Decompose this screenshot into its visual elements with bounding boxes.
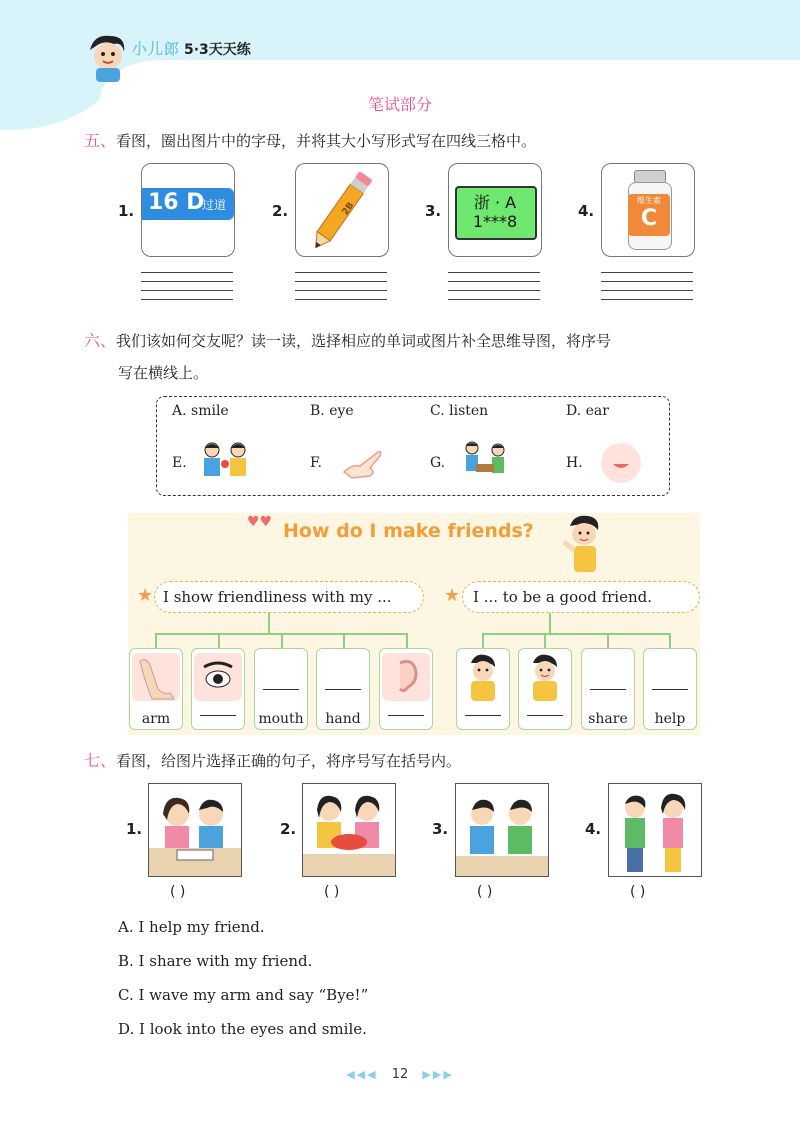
answer-blank[interactable] [325, 689, 361, 690]
q6-instruction-cont: 写在横线上。 [118, 364, 209, 382]
q5-item-number: 4. [578, 202, 595, 220]
card-label: hand [325, 711, 361, 727]
answer-parentheses[interactable]: ( ) [630, 884, 646, 900]
option-c: C. I wave my arm and say “Bye!” [118, 986, 369, 1004]
choice-a: A. smile [172, 403, 229, 419]
brand-logo: 小儿郎 [132, 40, 181, 58]
q6-number: 六、 [84, 331, 117, 350]
q5-heading [84, 128, 536, 151]
card-share [581, 648, 635, 730]
card-ear [379, 648, 433, 730]
plate-line-2: 1***8 [472, 212, 518, 231]
q7-number: 七、 [84, 751, 117, 770]
eye-icon [192, 649, 244, 705]
plate-line-1: 浙 · A [473, 193, 517, 212]
arrows-left-icon: ◀◀◀ [346, 1068, 378, 1081]
q6-instruction: 我们该如何交友呢？读一读，选择相应的单词或图片补全思维导图，将序号 [116, 332, 612, 350]
connector [343, 633, 345, 649]
kids-reading-icon [149, 784, 241, 876]
q7-item-number: 2. [280, 820, 297, 838]
connector [268, 611, 270, 633]
answer-blank[interactable] [263, 689, 299, 690]
hand-icon [340, 442, 384, 482]
two-kids-sharing-icon [196, 440, 256, 486]
card-mouth [254, 648, 308, 730]
right-branch-label: I ... to be a good friend. [462, 581, 700, 613]
arrows-right-icon: ▶▶▶ [422, 1068, 454, 1081]
four-line-grid[interactable] [601, 272, 693, 308]
q6-heading [84, 328, 611, 351]
q7-heading [84, 748, 461, 771]
q5-item-number: 2. [272, 202, 289, 220]
q5-picture-plate [448, 163, 542, 257]
card-arm [129, 648, 183, 730]
q5-picture-sign [141, 163, 235, 257]
answer-blank[interactable] [388, 715, 424, 716]
card-label: help [654, 711, 686, 727]
boy-smiling-icon [519, 649, 571, 705]
option-d: D. I look into the eyes and smile. [118, 1020, 367, 1038]
card-label: share [588, 711, 628, 727]
q5-picture-vitamin-bottle [601, 163, 695, 257]
q5-instruction: 看图，圈出图片中的字母，并将其大小写形式写在四线三格中。 [116, 132, 537, 150]
connector [607, 633, 609, 649]
q7-instruction: 看图，给图片选择正确的句子，将序号写在括号内。 [116, 752, 462, 770]
connector [482, 633, 670, 635]
answer-blank[interactable] [590, 689, 626, 690]
four-line-grid[interactable] [448, 272, 540, 308]
girls-sharing-icon [303, 784, 395, 876]
four-line-grid[interactable] [141, 272, 233, 308]
answer-parentheses[interactable]: ( ) [170, 884, 186, 900]
q5-item-number: 1. [118, 202, 135, 220]
option-a: A. I help my friend. [118, 918, 265, 936]
section-title: 笔试部分 [367, 95, 432, 114]
choice-c: C. listen [430, 403, 489, 419]
mascot-boy-icon [84, 32, 130, 82]
card-eye [191, 648, 245, 730]
choice-e: E. [172, 455, 187, 471]
connector [482, 633, 484, 649]
series-title: 5·3天天练 [184, 42, 251, 58]
connector [218, 633, 220, 649]
connector [669, 633, 671, 649]
boy-listening-icon [457, 649, 509, 705]
sign-sub-text: 过道 [202, 198, 227, 212]
mouth-icon [600, 442, 642, 484]
connector [155, 633, 157, 649]
answer-blank[interactable] [652, 689, 688, 690]
star-icon: ★ [137, 585, 154, 606]
scene-look-and-smile [148, 783, 242, 877]
choice-f: F. [310, 455, 322, 471]
q5-number: 五、 [84, 131, 117, 150]
choice-h: H. [566, 455, 583, 471]
choice-b: B. eye [310, 403, 354, 419]
q7-item-number: 4. [585, 820, 602, 838]
scene-help [608, 783, 702, 877]
card-hand [316, 648, 370, 730]
scene-wave [455, 783, 549, 877]
connector [281, 633, 283, 649]
hearts-icon: ♥♥ [247, 514, 273, 530]
scene-share [302, 783, 396, 877]
q5-item-number: 3. [425, 202, 442, 220]
boy-and-girl-waving-icon [609, 784, 701, 876]
q5-picture-pencil [295, 163, 389, 257]
answer-blank[interactable] [200, 715, 236, 716]
card-boy-2 [518, 648, 572, 730]
bottle-label: 维生素 [637, 196, 661, 205]
boys-waving-icon [456, 784, 548, 876]
choice-d: D. ear [566, 403, 609, 419]
left-branch-label: I show friendliness with my ... [154, 581, 424, 613]
mind-map-title: How do I make friends? [283, 520, 534, 542]
answer-parentheses[interactable]: ( ) [324, 884, 340, 900]
pencil-label: 2B [340, 200, 357, 218]
arm-icon [130, 649, 182, 705]
sign-main-text: 16 D [148, 190, 205, 215]
kids-helping-icon [458, 438, 510, 488]
answer-blank[interactable] [465, 715, 501, 716]
option-b: B. I share with my friend. [118, 952, 313, 970]
card-boy-1 [456, 648, 510, 730]
bottle-letter: C [640, 206, 658, 231]
four-line-grid[interactable] [295, 272, 387, 308]
connector [544, 633, 546, 649]
page-number: 12 [391, 1067, 409, 1082]
answer-blank[interactable] [527, 715, 563, 716]
choice-g: G. [430, 455, 446, 471]
connector [549, 611, 551, 633]
card-label: arm [141, 711, 171, 727]
card-label: mouth [258, 711, 304, 727]
q7-item-number: 1. [126, 820, 143, 838]
card-help [643, 648, 697, 730]
waving-boy-icon [560, 514, 608, 584]
ear-icon [380, 649, 432, 705]
star-icon: ★ [444, 585, 461, 606]
answer-parentheses[interactable]: ( ) [477, 884, 493, 900]
page-footer [0, 1067, 800, 1082]
connector [406, 633, 408, 649]
q7-item-number: 3. [432, 820, 449, 838]
